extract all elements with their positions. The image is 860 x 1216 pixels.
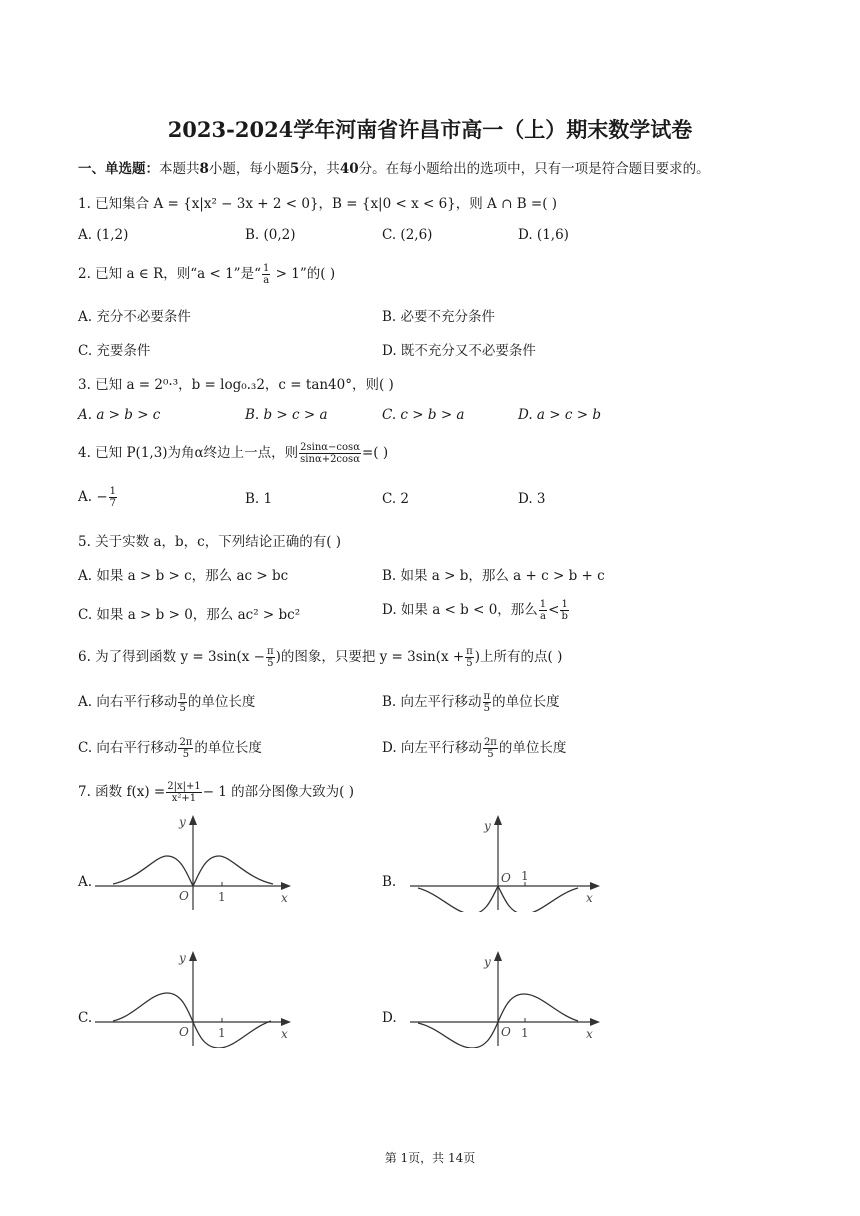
option-prefix: A. −	[78, 489, 108, 505]
frac-num: π	[483, 691, 491, 702]
y-label: y	[179, 815, 186, 829]
q6-fraction-2	[465, 646, 474, 669]
q5-option-b: B. 如果 a > b，那么 a + c > b + c	[382, 568, 605, 584]
q4-fraction	[299, 442, 361, 465]
frac-den: 5	[487, 749, 494, 760]
q5-d-fraction-1	[539, 599, 547, 622]
q7-option-a-label: A.	[78, 874, 93, 890]
q6-c-fraction	[178, 737, 193, 760]
option-text: 的单位长度	[194, 740, 262, 756]
frac-num: 1	[263, 263, 270, 274]
x-arrow-icon	[281, 1018, 291, 1026]
section-score: 5	[289, 161, 300, 177]
tick-label: 1	[218, 890, 226, 904]
option-text: C. 向右平行移动	[78, 740, 178, 756]
section-text: 本题共	[159, 161, 200, 177]
origin-label: O	[179, 1025, 189, 1039]
q7-graph-c	[95, 948, 295, 1048]
q7-option-c-label: C.	[78, 1010, 93, 1026]
question-3-stem: 3. 已知 a = 2⁰·³，b = log₀.₃2，c = tan40°，则( )	[78, 377, 394, 393]
tick-label: 1	[218, 1026, 226, 1040]
frac-num: 2sinα−cosα	[300, 442, 360, 453]
origin-label: O	[501, 871, 511, 885]
y-arrow-icon	[494, 951, 502, 961]
less-than: <	[548, 602, 560, 618]
q4-stem-text: =( )	[361, 445, 389, 461]
frac-den: sinα+2cosα	[300, 454, 360, 465]
q6-stem-text: )上所有的点( )	[474, 649, 563, 665]
frac-den: 5	[182, 749, 190, 760]
tick-label: 1	[521, 869, 529, 883]
q4-option-c: C. 2	[382, 491, 410, 507]
q7-stem-text: 7. 函数 f(x) =	[78, 784, 166, 800]
y-label: y	[484, 819, 491, 833]
x-label: x	[281, 891, 288, 905]
origin-label: O	[179, 889, 189, 903]
x-arrow-icon	[590, 882, 600, 890]
frac-den: 7	[109, 498, 117, 509]
q5-option-a: A. 如果 a > b > c，那么 ac > bc	[78, 568, 289, 584]
option-text: 的单位长度	[498, 740, 567, 756]
question-6-stem	[78, 645, 562, 669]
q3-option-a: A. a > b > c	[78, 407, 161, 423]
frac-num: 2π	[179, 737, 193, 748]
q1-option-b: B. (0,2)	[245, 227, 296, 243]
y-arrow-icon	[494, 815, 502, 825]
section-count: 8	[199, 161, 209, 177]
q6-fraction-1	[266, 646, 275, 669]
q4-option-d: D. 3	[518, 491, 546, 507]
q6-option-c	[78, 736, 262, 760]
q6-option-b	[382, 690, 560, 714]
q2-option-c: C. 充要条件	[78, 343, 151, 359]
origin-label: O	[501, 1025, 511, 1039]
q7-option-d-label: D.	[382, 1010, 397, 1026]
q2-fraction	[262, 263, 270, 286]
q3-option-b: B. b > c > a	[245, 407, 328, 423]
option-text: B. 向左平行移动	[382, 694, 482, 710]
question-4-stem	[78, 441, 388, 465]
option-prefix: D. 如果 a < b < 0，那么	[382, 602, 538, 618]
tick-label: 1	[521, 1026, 529, 1040]
frac-num: π	[267, 646, 274, 657]
frac-num: π	[179, 691, 186, 702]
q4-option-a	[78, 486, 118, 509]
q5-option-c: C. 如果 a > b > 0，那么 ac² > bc²	[78, 607, 301, 623]
q3-option-d: D. a > c > b	[518, 407, 601, 423]
q7-stem-text: − 1 的部分图像大致为( )	[202, 784, 355, 800]
frac-num: 2|x|+1	[167, 781, 201, 792]
frac-den: a	[540, 611, 546, 622]
frac-den: 5	[179, 703, 186, 714]
question-5-stem: 5. 关于实数 a，b，c，下列结论正确的有( )	[78, 534, 342, 550]
frac-den: b	[561, 611, 568, 622]
option-text: D. 向左平行移动	[382, 740, 482, 756]
section-heading	[78, 157, 710, 177]
q5-d-fraction-2	[560, 599, 568, 622]
frac-num: 1	[561, 599, 568, 610]
question-7-stem	[78, 780, 354, 804]
page-title: 2023-2024学年河南省许昌市高一（上）期末数学试卷	[167, 117, 693, 142]
q7-graph-d	[410, 948, 610, 1048]
q2-option-d: D. 既不充分又不必要条件	[382, 343, 536, 359]
q5-option-d	[382, 598, 570, 622]
q2-option-b: B. 必要不充分条件	[382, 309, 496, 325]
x-arrow-icon	[281, 882, 291, 890]
q1-option-a: A. (1,2)	[78, 227, 129, 243]
page-footer: 第 1页，共 14页	[384, 1151, 476, 1165]
y-label: y	[179, 951, 186, 965]
x-label: x	[586, 891, 593, 905]
section-text: 分，共	[299, 161, 340, 177]
section-label: 一、单选题：	[78, 161, 159, 177]
q4-a-fraction	[109, 486, 117, 509]
frac-den: 5	[483, 703, 490, 714]
q6-a-fraction	[178, 691, 187, 714]
q6-option-d	[382, 736, 566, 760]
q4-option-b: B. 1	[245, 491, 273, 507]
frac-num: π	[466, 646, 473, 657]
q6-b-fraction	[483, 691, 492, 714]
x-arrow-icon	[590, 1018, 600, 1026]
x-label: x	[586, 1027, 593, 1041]
q7-graph-b	[410, 812, 610, 912]
q6-d-fraction	[483, 737, 498, 760]
q7-fraction	[166, 781, 201, 804]
curve	[113, 993, 271, 1048]
y-label: y	[484, 955, 491, 969]
frac-num: 1	[539, 599, 547, 610]
section-total: 40	[339, 161, 359, 177]
section-text: 小题，每小题	[208, 161, 290, 177]
frac-den: x²+1	[171, 793, 197, 804]
q7-graph-a	[95, 812, 295, 912]
frac-num: 2π	[483, 737, 497, 748]
q4-stem-text: 4. 已知 P(1,3)为角α终边上一点，则	[78, 445, 299, 461]
q2-stem-text: 2. 已知 a ∈ R，则“a < 1”是“	[78, 266, 261, 282]
y-arrow-icon	[189, 951, 197, 961]
frac-den: 5	[466, 658, 473, 669]
y-arrow-icon	[189, 815, 197, 825]
q1-option-c: C. (2,6)	[382, 227, 433, 243]
option-text: A. 向右平行移动	[78, 694, 178, 710]
question-1-stem: 1. 已知集合 A = {x|x² − 3x + 2 < 0}，B = {x|0 < x < 6}，则 A ∩ B =( )	[78, 196, 558, 212]
q6-stem-text: 6. 为了得到函数 y = 3sin(x −	[78, 649, 265, 665]
section-text: 分。在每小题给出的选项中，只有一项是符合题目要求的。	[358, 161, 710, 177]
x-label: x	[281, 1027, 288, 1041]
frac-den: 5	[267, 658, 274, 669]
frac-den: a	[263, 275, 270, 286]
q7-option-b-label: B.	[382, 874, 397, 890]
q1-option-d: D. (1,6)	[518, 227, 569, 243]
question-2-stem	[78, 262, 335, 286]
frac-num: 1	[109, 486, 117, 497]
option-text: 的单位长度	[492, 694, 560, 710]
q6-option-a	[78, 690, 255, 714]
q2-stem-text: > 1”的( )	[271, 266, 336, 282]
q6-stem-text: )的图象，只要把 y = 3sin(x +	[275, 649, 465, 665]
q2-option-a: A. 充分不必要条件	[78, 309, 191, 325]
option-text: 的单位长度	[187, 694, 256, 710]
q3-option-c: C. c > b > a	[382, 407, 465, 423]
